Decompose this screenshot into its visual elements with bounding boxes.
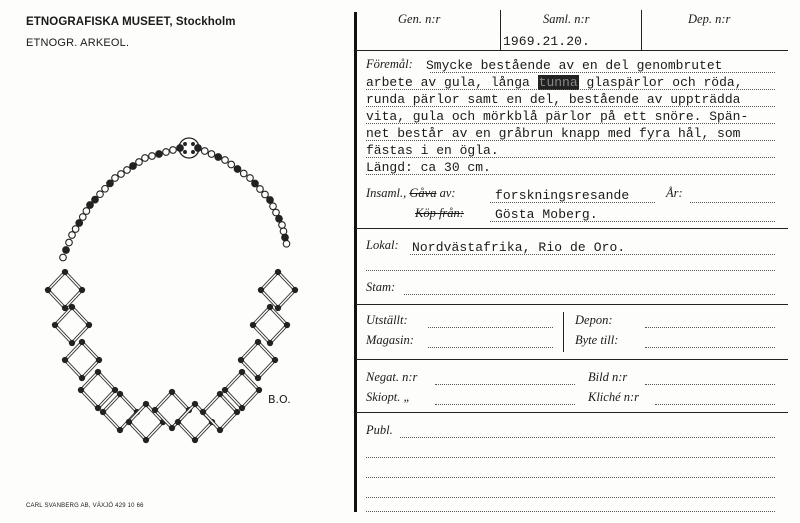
kop-label: Köp från:	[415, 206, 464, 220]
skiopt-label: Skiopt. „	[366, 390, 411, 404]
top-divider-2	[641, 10, 642, 50]
artist-initials: B.O.	[268, 393, 291, 406]
desc-line-2: arbete av gula, långa tunna glaspärlor och röda,	[366, 75, 743, 90]
museum-header	[26, 16, 236, 28]
gava-struck: Gåva	[409, 186, 437, 200]
storage-divider	[563, 312, 564, 352]
desc-line-1: Smycke bestående av en del genombrutet	[426, 58, 723, 73]
byte-label: Byte till:	[575, 333, 619, 347]
kliche-label: Kliché n:r	[588, 390, 640, 404]
desc-line-7: Längd: ca 30 cm.	[366, 160, 491, 175]
negat-label: Negat. n:r	[366, 370, 418, 384]
desc-line-3: runda pärlor samt en del, bestående av uppträdda	[366, 92, 741, 107]
desc-line-5: net består av en gråbrun knapp med fyra hål, som	[366, 126, 741, 141]
saml-label: Saml. n:r	[543, 12, 590, 26]
lokal-label: Lokal:	[366, 238, 399, 252]
museum-name: ETNOGRAFISKA MUSEET,	[26, 16, 173, 28]
saml-value: 1969.21.20.	[503, 34, 590, 49]
dep-label: Dep. n:r	[688, 12, 731, 26]
row-divider-storage	[356, 359, 788, 360]
museum-city: Stockholm	[175, 16, 236, 28]
depon-label: Depon:	[575, 313, 613, 327]
department-label: ETNOGR. ARKEOL.	[26, 37, 130, 49]
magasin-label: Magasin:	[366, 333, 414, 347]
kop-value: Gösta Moberg.	[495, 207, 598, 222]
stam-label: Stam:	[366, 280, 396, 294]
insaml-value: forskningsresande	[495, 188, 630, 203]
printer-imprint: CARL SVANBERG AB, VÄXJÖ 429 10 66	[26, 503, 144, 509]
form-border	[354, 12, 357, 512]
lokal-value: Nordvästafrika, Rio de Oro.	[412, 240, 626, 255]
row-divider-insaml	[356, 228, 788, 229]
bild-label: Bild n:r	[588, 370, 628, 384]
top-divider-1	[500, 10, 501, 50]
row-divider-top	[356, 50, 788, 51]
foremal-label: Föremål:	[366, 57, 413, 71]
publ-label: Publ.	[366, 423, 393, 437]
utstallt-label: Utställt:	[366, 313, 408, 327]
desc-line-6: fästas i en ögla.	[366, 143, 499, 158]
ar-label: År:	[666, 186, 683, 200]
desc-line-4: vita, gula och mörkblå pärlor på ett snöre. Spän-	[366, 109, 749, 124]
gen-label: Gen. n:r	[398, 12, 441, 26]
row-divider-photo	[356, 412, 788, 413]
row-divider-stam	[356, 304, 788, 305]
redacted-word: tunna	[538, 75, 578, 90]
insaml-label: Insaml., Gåva av:	[366, 186, 456, 200]
necklace-drawing	[20, 60, 350, 480]
